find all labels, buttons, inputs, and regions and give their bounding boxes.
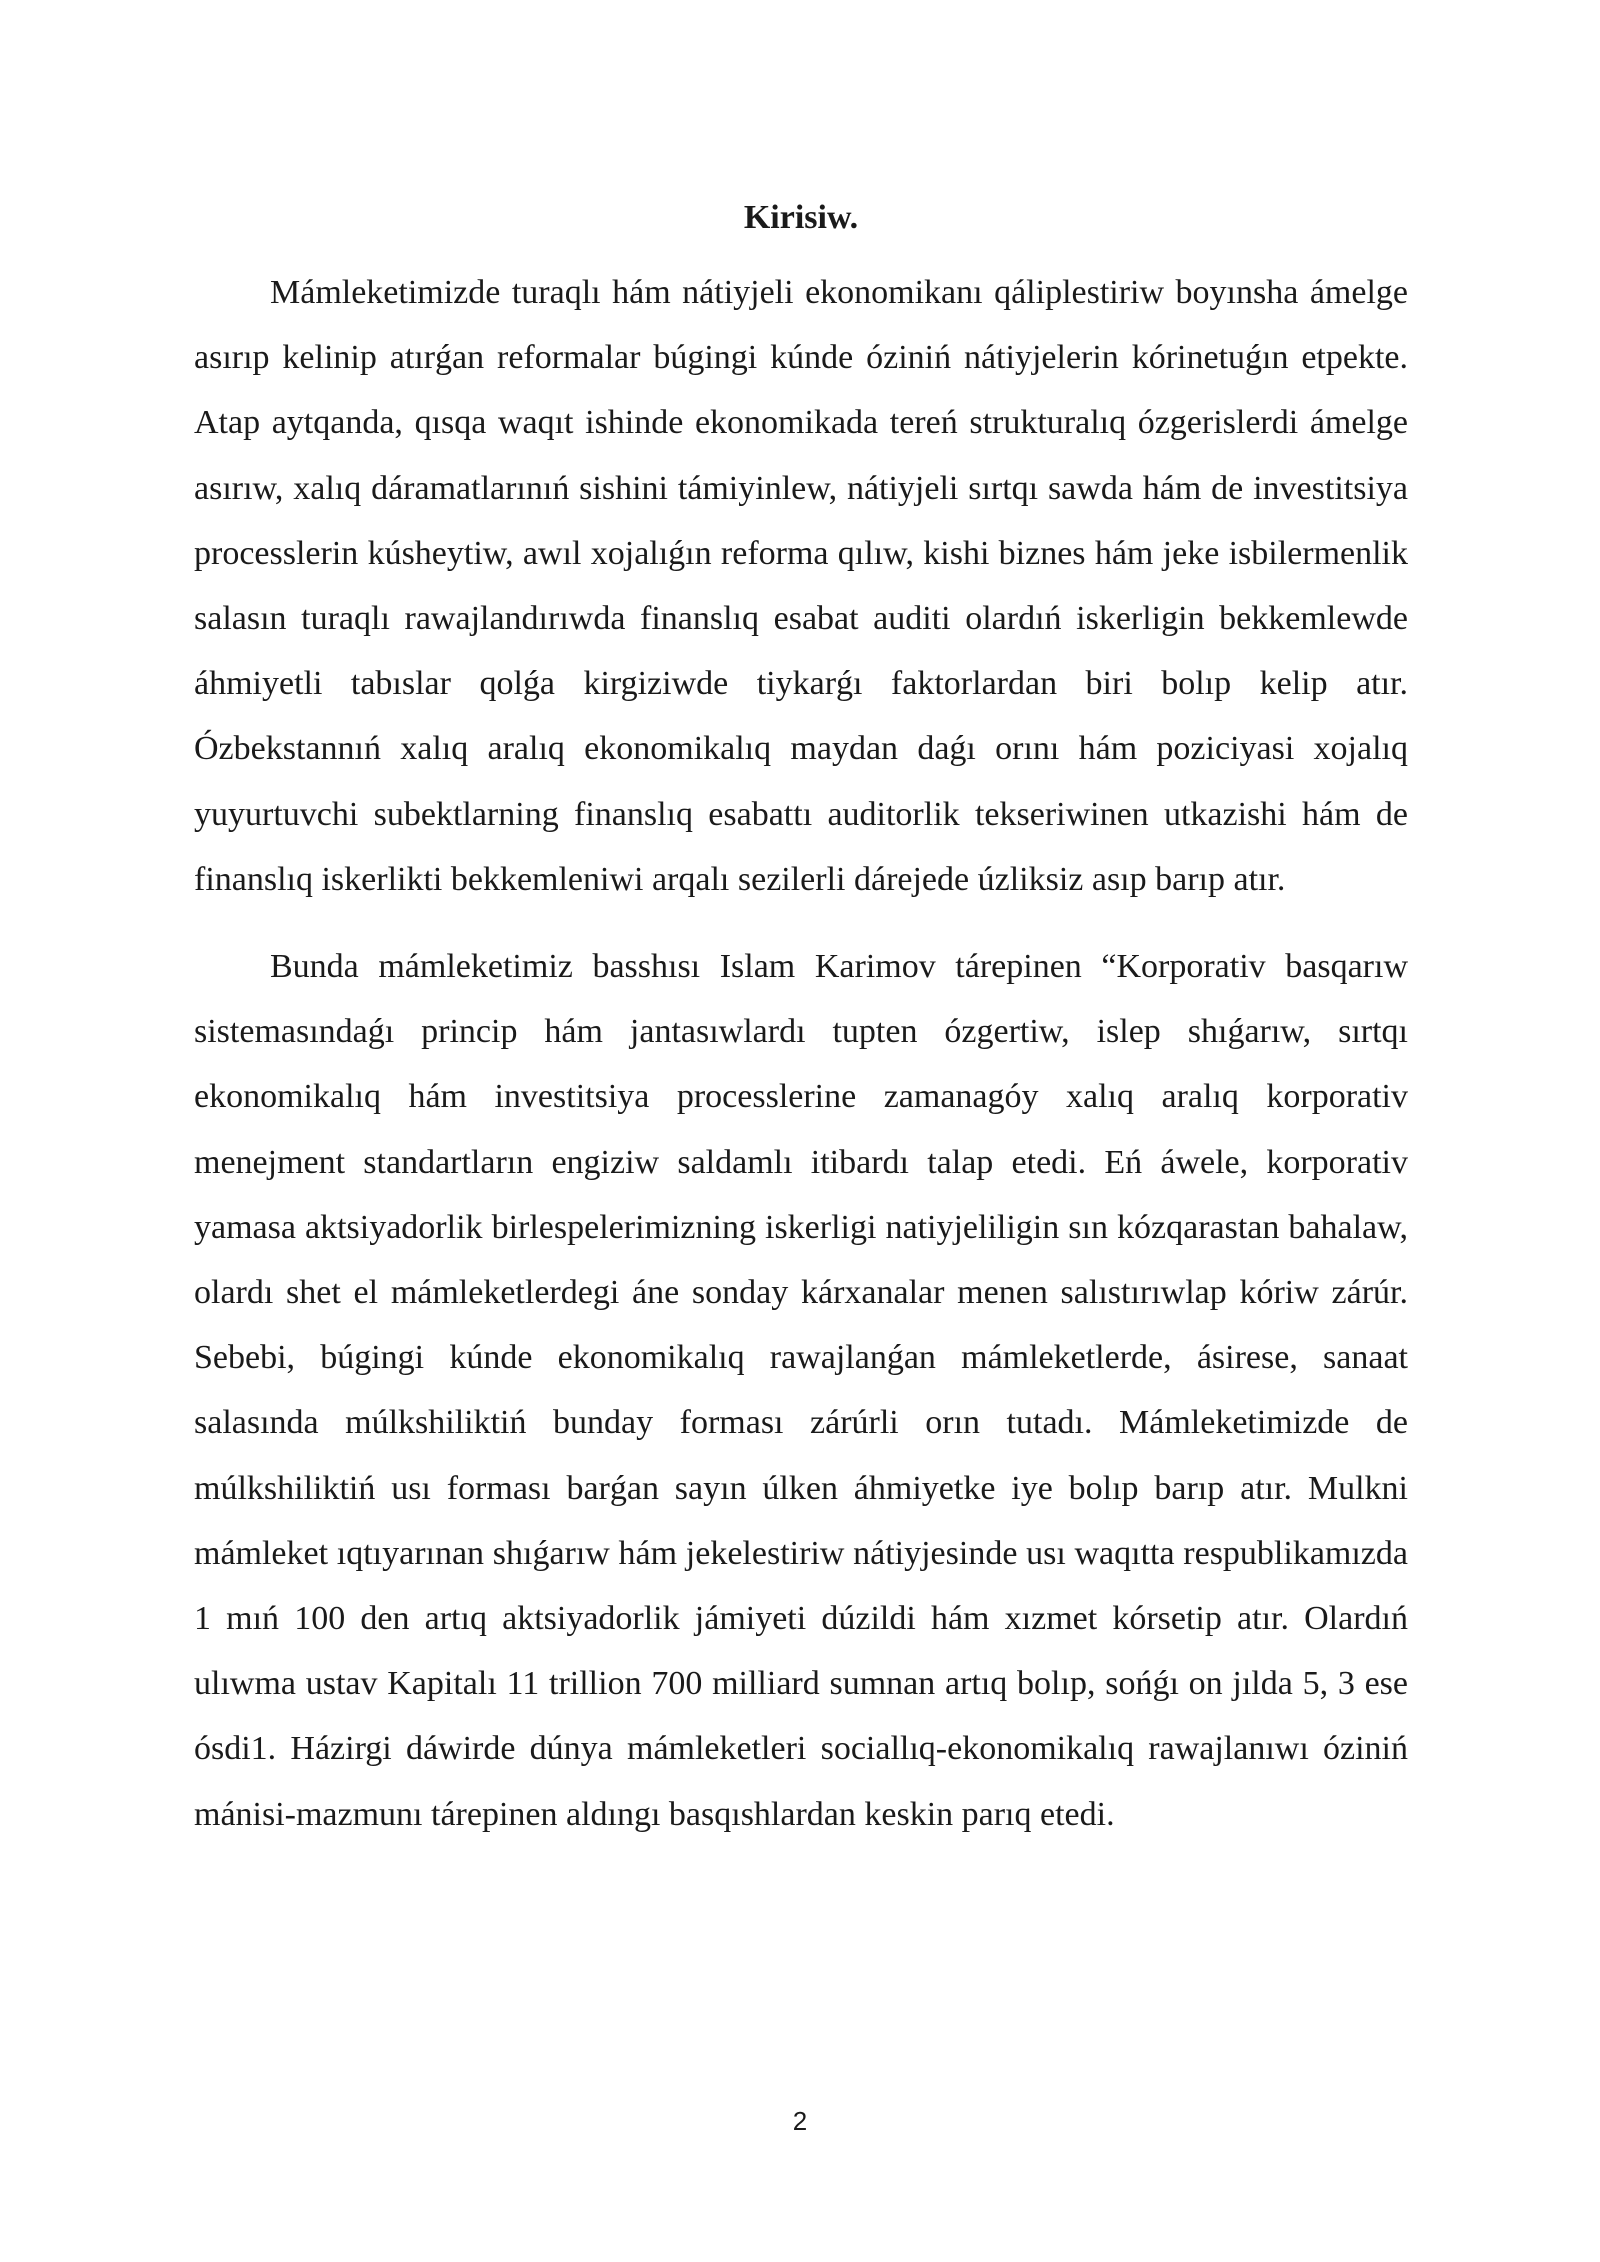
paragraph-2: Bunda mámleketimiz basshısı Islam Karimov tárepinen “Korporativ basqarıw sistemasındaǵı princip hám jantasıwlardı tupten ózgertiw, islep shıǵarıw, sırtqı ekonomikalıq hám investitsiya processlerine zamanagóy xalıq aralıq korporativ menejment standartların engiziw saldamlı itibardı talap etedi. Eń áwele, korporativ yamasa aktsiyadorlik birlespelerimizning iskerligi natiyjeliligin sın kózqarastan bahalaw, olardı shet el mámleketlerdegi áne sonday kárxanalar menen salıstırıwlap kóriw zárúr. Sebebi, búgingi kúnde ekonomikalıq rawajlanǵan mámleketlerde, ásirese, sanaat salasında múlkshiliktiń bunday forması zárúrli orın tutadı. Mámleketimizde de múlkshiliktiń usı forması barǵan sayın úlken áhmiyetke iye bolıp barıp atır. Mulkni mámleket ıqtıyarınan shıǵarıw hám jekelestiriw nátiyjesinde usı waqıtta respublikamızda 1 mıń 100 den artıq aktsiyadorlik jámiyeti dúzildi hám xızmet kórsetip atır. Olardıń ulıwma ustav Kapitalı 11 trillion 700 milliard sumnan artıq bolıp, sońǵı on jılda 5, 3 ese ósdi1. Házirgi dáwirde dúnya mámleketleri sociallıq-ekonomikalıq rawajlanıwı óziniń mánisi-mazmunı tárepinen aldıngı basqıshlardan keskin parıq etedi. — [194, 948, 1408, 1833]
page-number: 2 — [792, 2106, 808, 2136]
paragraph-1: Mámleketimizde turaqlı hám nátiyjeli ekonomikanı qáliplestiriw boyınsha ámelge asırıp kelinip atırǵan reformalar búgingi kúnde óziniń nátiyjelerin kórinetuǵın etpekte. Atap aytqanda, qısqa waqıt ishinde ekonomikada tereń strukturalıq ózgerislerdi ámelge asırıw, xalıq dáramatlarınıń sishini támiyinlew, nátiyjeli sırtqı sawda hám de investitsiya processlerin kúsheytiw, awıl xojalıǵın reforma qılıw, kishi biznes hám jeke isbilermenlik salasın turaqlı rawajlandırıwda finanslıq esabat auditi olardıń iskerligin bekkemlewde áhmiyetli tabıslar qolǵa kirgiziwde tiykarǵı faktorlardan biri bolıp kelip atır. Ózbekstannıń xalıq aralıq ekonomikalıq maydan daǵı orını hám poziciyasi xojalıq yuyurtuvchi subektlarning finanslıq esabattı auditorlik tekseriwinen utkazishi hám de finanslıq iskerlikti bekkemleniwi arqalı sezilerli dárejede úzliksiz asıp barıp atır. — [194, 274, 1408, 898]
document-page — [194, 188, 1408, 1869]
document-title: Kirisiw. — [743, 199, 859, 236]
